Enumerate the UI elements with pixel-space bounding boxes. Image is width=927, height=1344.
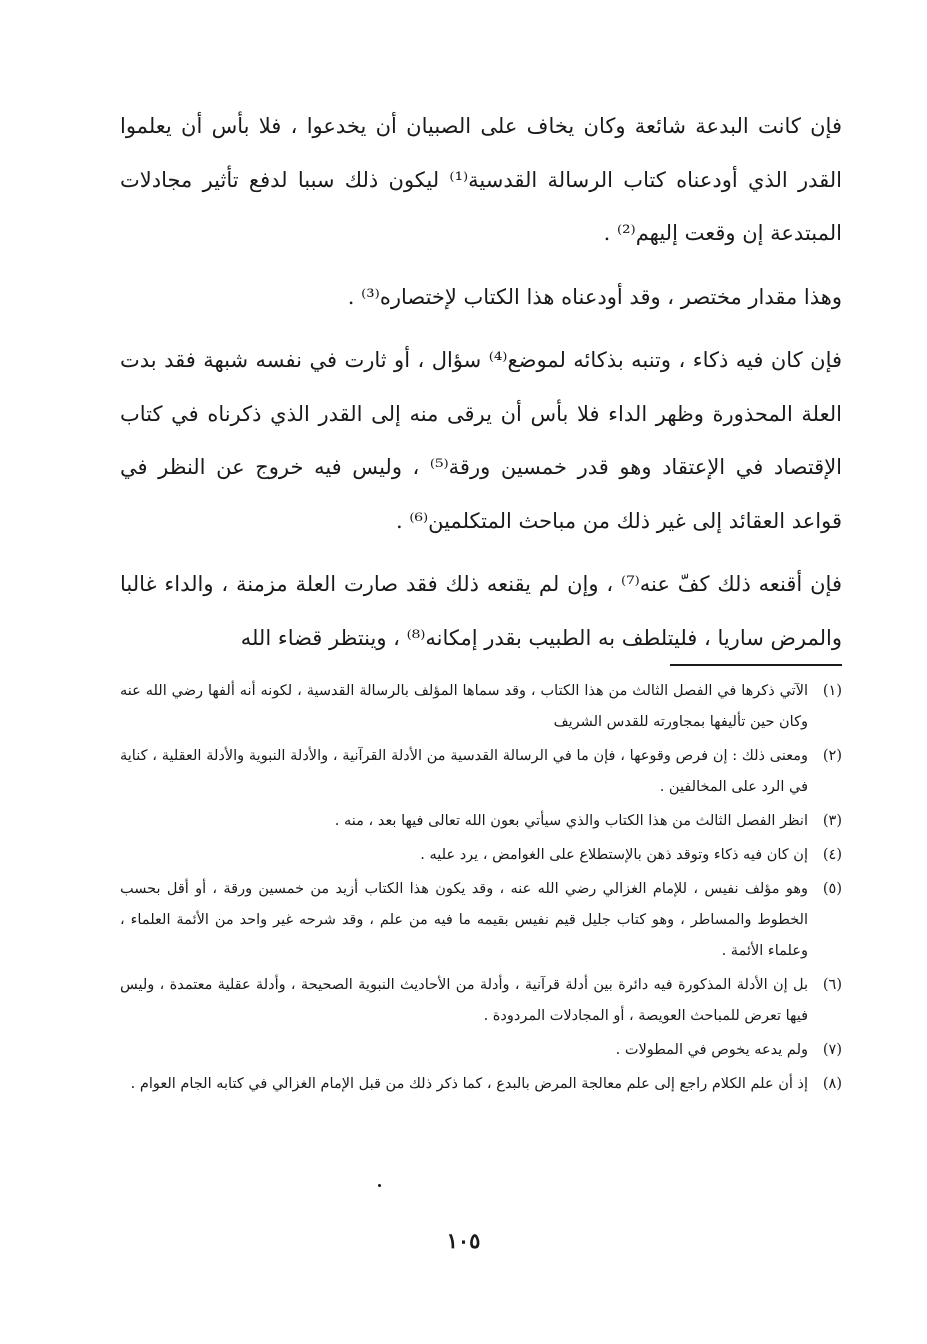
footnote-text: ولم يدعه يخوص في المطولات . <box>615 1042 808 1058</box>
footnote-number: (٢) <box>822 748 842 764</box>
footnote-item <box>120 1069 842 1100</box>
footnote-number: (٥) <box>822 881 842 897</box>
footnote-number: (٤) <box>822 847 842 863</box>
footnote-number: (٦) <box>822 977 842 993</box>
body-paragraph: فإن أقنعه ذلك كفّ عنه⁽⁷⁾ ، وإن لم يقنعه ذلك فقد صارت العلة مزمنة ، والداء غالبا والمرض ساريا ، فليتلطف به الطبيب بقدر إمكانه⁽⁸⁾ ، وينتظر قضاء الله <box>120 572 842 650</box>
footnote-text: انظر الفصل الثالث من هذا الكتاب والذي سيأتي بعون الله تعالى فيها بعد ، منه . <box>334 813 808 829</box>
footnote-item <box>120 741 842 803</box>
body-paragraph: فإن كانت البدعة شائعة وكان يخاف على الصبيان أن يخدعوا ، فلا بأس أن يعلموا القدر الذي أودعناه كتاب الرسالة القدسية⁽¹⁾ ليكون ذلك سببا لدفع تأثير مجادلات المبتدعة إن وقعت إليهم⁽²⁾ . <box>120 114 842 245</box>
footnote-text: الآتي ذكرها في الفصل الثالث من هذا الكتاب ، وقد سماها المؤلف بالرسالة القدسية ، لكونه أنه ألفها رضي الله عنه وكان حين تأليفها بمجاورته للقدس الشريف <box>120 683 808 730</box>
body-paragraph: فإن كان فيه ذكاء ، وتنبه بذكائه لموضع⁽⁴⁾ سؤال ، أو ثارت في نفسه شبهة فقد بدت العلة المحذورة وظهر الداء فلا بأس أن يرقى منه إلى القدر الذي ذكرناه في كتاب الإقتصاد في الإعتقاد وهو قدر خمسين ورقة⁽⁵⁾ ، وليس فيه خروج عن النظر في قواعد العقائد إلى غير ذلك من مباحث المتكلمين⁽⁶⁾ . <box>120 348 843 533</box>
footnote-item <box>120 840 842 871</box>
footnote-text: وهو مؤلف نفيس ، للإمام الغزالي رضي الله عنه ، وقد يكون هذا الكتاب أزيد من خمسين ورقة ، أو أقل بحسب الخطوط والمساطر ، وهو كتاب جليل قيم نفيس بقيمه ما فيه من علم ، وقد شرحه غير واحد من الأئمة العلماء ، وعلماء الأئمة . <box>120 881 808 959</box>
footnotes-section <box>120 676 842 1103</box>
body-paragraph: وهذا مقدار مختصر ، وقد أودعناه هذا الكتاب لإختصاره⁽³⁾ . <box>347 284 842 309</box>
footnote-item <box>120 806 842 837</box>
footnote-number: (١) <box>822 683 842 699</box>
page-number: ١٠٥ <box>446 1228 481 1253</box>
footnote-number: (٨) <box>822 1076 842 1092</box>
footnote-divider <box>670 664 842 666</box>
stray-ink-mark <box>378 1184 381 1187</box>
main-body-text <box>120 100 842 665</box>
footnote-text: ومعنى ذلك : إن فرص وقوعها ، فإن ما في الرسالة القدسية من الأدلة القرآنية ، والأدلة النبوية والأدلة العقلية ، كناية في الرد على المخالفين . <box>120 748 808 795</box>
footnote-text: إن كان فيه ذكاء وتوقد ذهن بالإستطلاع على الغوامض ، يرد عليه . <box>420 847 808 863</box>
footnote-number: (٣) <box>822 813 842 829</box>
footnote-item <box>120 970 842 1032</box>
footnote-text: إذ أن علم الكلام راجع إلى علم معالجة المرض بالبدع ، كما ذكر ذلك من قبل الإمام الغزالي في كتابه الجام العوام . <box>130 1076 808 1092</box>
footnote-item <box>120 874 842 967</box>
footnote-text: بل إن الأدلة المذكورة فيه دائرة بين أدلة قرآنية ، وأدلة من الأحاديث النبوية الصحيحة ، وأدلة عقلية معتمدة ، وليس فيها تعرض للمباحث العويصة ، أو المجادلات المردودة . <box>120 977 808 1024</box>
footnote-item <box>120 1035 842 1066</box>
footnote-item <box>120 676 842 738</box>
footnote-number: (٧) <box>822 1042 842 1058</box>
